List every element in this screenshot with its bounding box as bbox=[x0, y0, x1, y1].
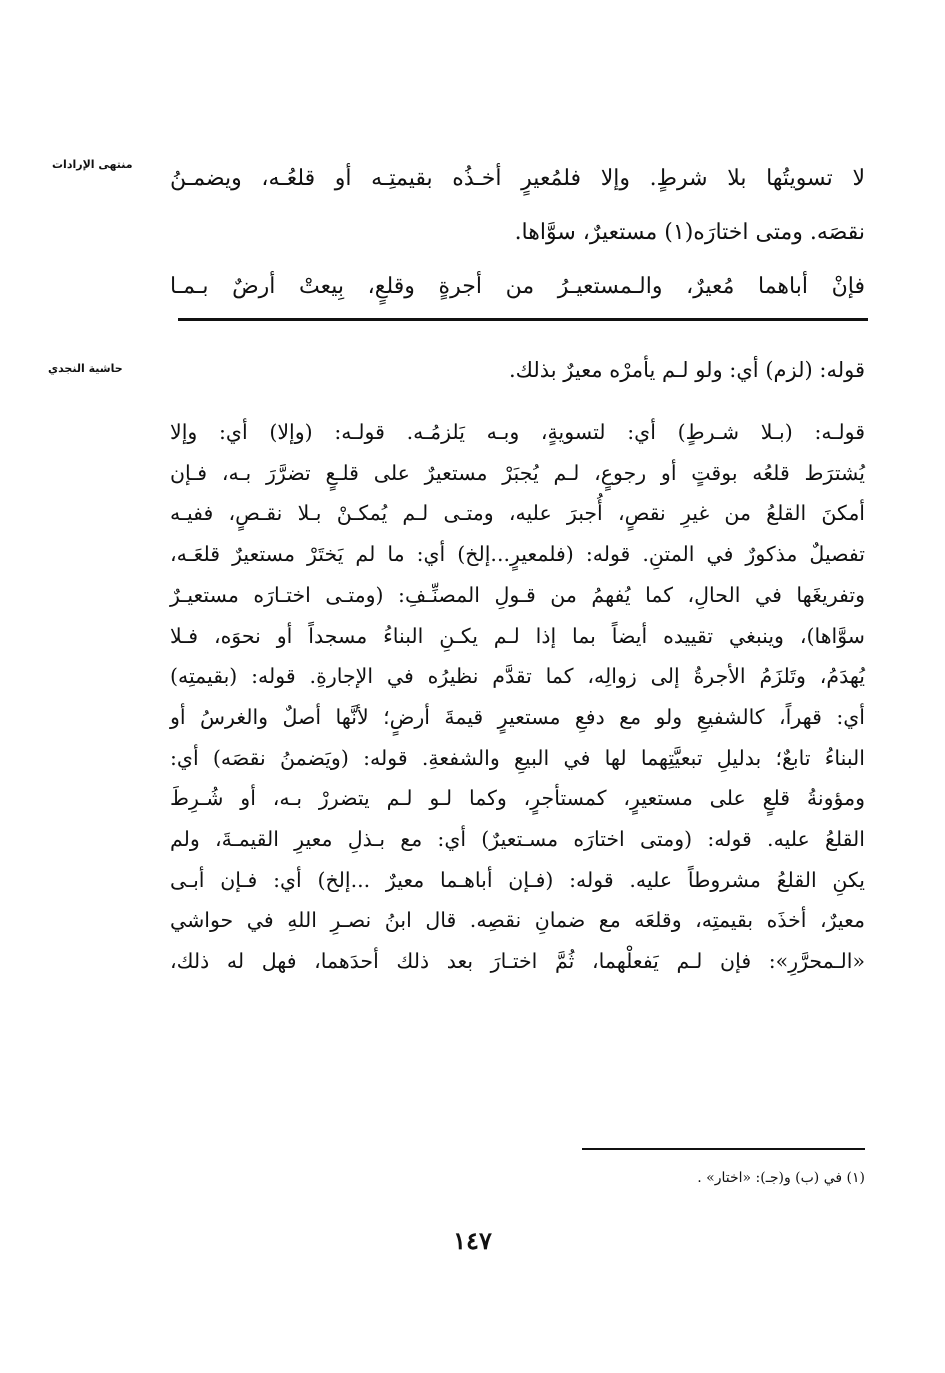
main-text-line-2: نقصَه. ومتى اختارَه(١) مستعيرٌ، سوَّاها. bbox=[514, 220, 865, 245]
commentary-line: ومؤونةُ قلعٍ على مستعيرٍ، كمستأجرٍ، وكما لـو لـم يتضررْ بـه، أو شُـرِطَ bbox=[170, 786, 865, 811]
main-text-line-3: فإنْ أباهما مُعيرٌ، والـمستعيـرُ من أجرةٍ وقلعٍ، بِيعتْ أرضٌ بـمـا bbox=[170, 274, 865, 299]
margin-label-matn-title: منتهى الإرادات bbox=[52, 158, 133, 171]
commentary-line: يُشترَط قلعُه بوقتٍ أو رجوعٍ، لـم يُجبَرْ مستعيرٌ على قلـعٍ تضرَّرَ بـه، فـإن bbox=[170, 460, 865, 485]
commentary-line: القلعُ عليه. قوله: (ومتى اختارَه مسـتعيرٌ) أي: مع بـذلِ معيرِ القيمـةَ، ولم bbox=[170, 827, 865, 852]
commentary-line: «الـمحرَّرِ»: فإن لـم يَفعلْهما، ثُمَّ اختـارَ بعد ذلك أحدَهما، فهل له ذلك، bbox=[170, 949, 865, 974]
commentary-line: البناءُ تابعٌ؛ بدليلِ تبعيَّتِهما لها في البيعِ والشفعةِ. قوله: (ويَضمنُ نقصَه) أي: bbox=[170, 745, 865, 770]
section-divider bbox=[178, 318, 868, 321]
commentary-line: أمكنَ القلعُ من غيرِ نقصٍ، أُجبرَ عليه، ومتـى لـم يُمكـنْ بـلا نقـصٍ، ففيـه bbox=[170, 501, 865, 526]
commentary-line: وتفريغَها في الحالِ، كما يُفهمُ من قـولِ المصنِّـفِ: (ومتـى اختـارَه مستعيـرٌ bbox=[170, 582, 865, 607]
footnote-divider bbox=[582, 1148, 865, 1150]
commentary-line: معيرٌ، أخذَه بقيمتِه، وقلعَه مع ضمانِ نقصِه. قال ابنُ نصـرِ اللهِ في حواشي bbox=[170, 908, 865, 933]
commentary-line: أي: قهراً، كالشفيعِ ولو مع دفعِ مستعيرٍ قيمةَ أرضٍ؛ لأنَّها أصلٌ والغرسُ أو bbox=[170, 704, 865, 729]
commentary-line: تفصيلٌ مذكورٌ في المتنِ. قوله: (فلمعيرٍ...إلخ) أي: ما لم يَختَرْ مستعيرٌ قلعَـه، bbox=[170, 542, 865, 567]
main-text-line-1: لا تسويتُها بلا شرطٍ. وإلا فلمُعيرٍ أخـذُه بقيمتِـه أو قلعُـه، ويضمـنُ bbox=[170, 166, 865, 191]
commentary-first-line: قوله: (لزم) أي: ولو لـم يأمرْه معيرٌ بذلك. bbox=[508, 358, 865, 382]
page-number: ١٤٧ bbox=[453, 1226, 492, 1255]
commentary-line: قولـه: (بـلا شـرطٍ) أي: لتسويةٍ، وبـه يَلزمُـه. قولـه: (وإلا) أي: وإلا bbox=[170, 420, 865, 444]
commentary-body bbox=[170, 412, 865, 982]
margin-label-hashiya-title: حاشية النجدي bbox=[48, 362, 123, 375]
commentary-line: يُهدَمُ، وتَلزَمُ الأجرةُ إلى زوالِه، كما تقدَّم نظيرُه في الإجارةِ. قوله: (بقيمتِه) bbox=[170, 664, 865, 689]
commentary-line: سوَّاها)، وينبغي تقييده أيضاً بما إذا لـم يكـنِ البناءُ مسجداً أو نحوَه، فـلا bbox=[170, 623, 865, 648]
footnote: (١) في (ب) و(جـ): «اختار» . bbox=[697, 1170, 865, 1186]
commentary-line: يكنِ القلعُ مشروطاً عليه. قوله: (فـإن أباهـما معيرٌ ...إلخ) أي: فـإن أبـى bbox=[170, 867, 865, 892]
main-text bbox=[170, 152, 865, 314]
